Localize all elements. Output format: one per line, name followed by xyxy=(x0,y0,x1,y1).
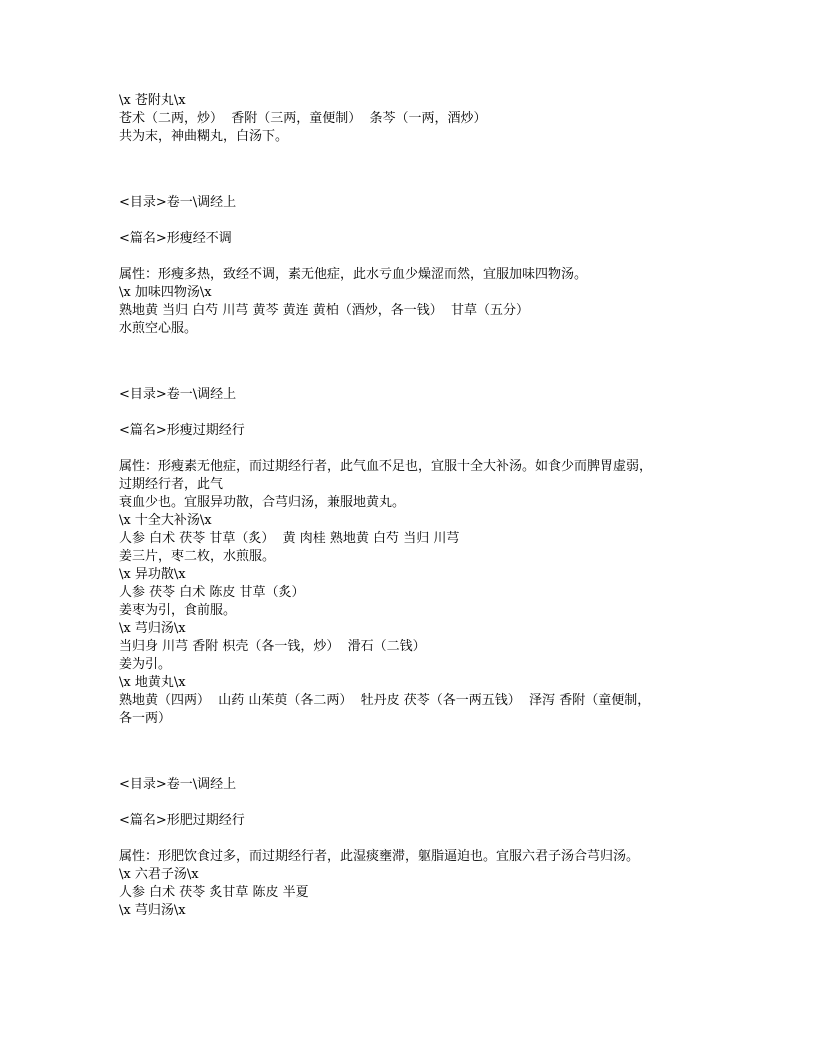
formula-heading: \x 芎归汤\x xyxy=(119,903,186,918)
formula-ingredients: 各一两） xyxy=(119,711,172,726)
formula-method: 共为末，神曲糊丸，白汤下。 xyxy=(119,129,289,144)
catalog-line: <目录>卷一\调经上 xyxy=(119,777,237,792)
section-xingfei-guoqi xyxy=(119,776,719,920)
formula-ingredients: 熟地黄（四两） 山药 山茱萸（各二两） 牡丹皮 茯苓（各一两五钱） 泽泻 香附（童便制， xyxy=(119,693,651,708)
formula-ingredients: 苍术（二两，炒） 香附（三两，童便制） 条芩（一两，酒炒） xyxy=(119,111,487,126)
catalog-line: <目录>卷一\调经上 xyxy=(119,195,237,210)
formula-heading: \x 六君子汤\x xyxy=(119,867,199,882)
formula-heading: \x 地黄丸\x xyxy=(119,675,186,690)
chapter-title: <篇名>形瘦过期经行 xyxy=(119,423,245,438)
formula-heading: \x 苍附丸\x xyxy=(119,93,186,108)
formula-ingredients: 人参 茯苓 白术 陈皮 甘草（炙） xyxy=(119,585,305,600)
section-spacer xyxy=(119,728,719,776)
formula-method: 姜枣为引，食前服。 xyxy=(119,603,237,618)
formula-heading: \x 异功散\x xyxy=(119,567,186,582)
attribute-text: 属性：形瘦多热，致经不调，素无他症，此水亏血少燥涩而然，宜服加味四物汤。 xyxy=(119,267,588,282)
formula-method: 水煎空心服。 xyxy=(119,321,198,336)
chapter-title: <篇名>形肥过期经行 xyxy=(119,813,245,828)
formula-method: 姜为引。 xyxy=(119,657,172,672)
formula-ingredients: 人参 白术 茯苓 炙甘草 陈皮 半夏 xyxy=(119,885,309,900)
document-page xyxy=(119,92,719,920)
formula-heading: \x 芎归汤\x xyxy=(119,621,186,636)
formula-heading: \x 加味四物汤\x xyxy=(119,285,212,300)
formula-ingredients: 当归身 川芎 香附 枳壳（各一钱，炒） 滑石（二钱） xyxy=(119,639,426,654)
section-spacer xyxy=(119,338,719,386)
section-xingshou-jingbutiao xyxy=(119,194,719,338)
formula-heading: \x 十全大补汤\x xyxy=(119,513,212,528)
attribute-text: 过期经行者，此气 xyxy=(119,477,224,492)
formula-method: 姜三片，枣二枚，水煎服。 xyxy=(119,549,276,564)
formula-block-cangfu xyxy=(119,92,719,146)
attribute-text: 属性：形瘦素无他症，而过期经行者，此气血不足也，宜服十全大补汤。如食少而脾胃虚弱， xyxy=(119,459,653,474)
catalog-line: <目录>卷一\调经上 xyxy=(119,387,237,402)
chapter-title: <篇名>形瘦经不调 xyxy=(119,231,232,246)
section-spacer xyxy=(119,146,719,194)
section-xingshou-guoqi xyxy=(119,386,719,728)
formula-ingredients: 人参 白术 茯苓 甘草（炙） 黄 肉桂 熟地黄 白芍 当归 川芎 xyxy=(119,531,460,546)
formula-ingredients: 熟地黄 当归 白芍 川芎 黄芩 黄连 黄柏（酒炒，各一钱） 甘草（五分） xyxy=(119,303,530,318)
attribute-text: 衰血少也。宜服异功散，合芎归汤，兼服地黄丸。 xyxy=(119,495,406,510)
attribute-text: 属性：形肥饮食过多，而过期经行者，此湿痰壅滞，躯脂逼迫也。宜服六君子汤合芎归汤。 xyxy=(119,849,640,864)
